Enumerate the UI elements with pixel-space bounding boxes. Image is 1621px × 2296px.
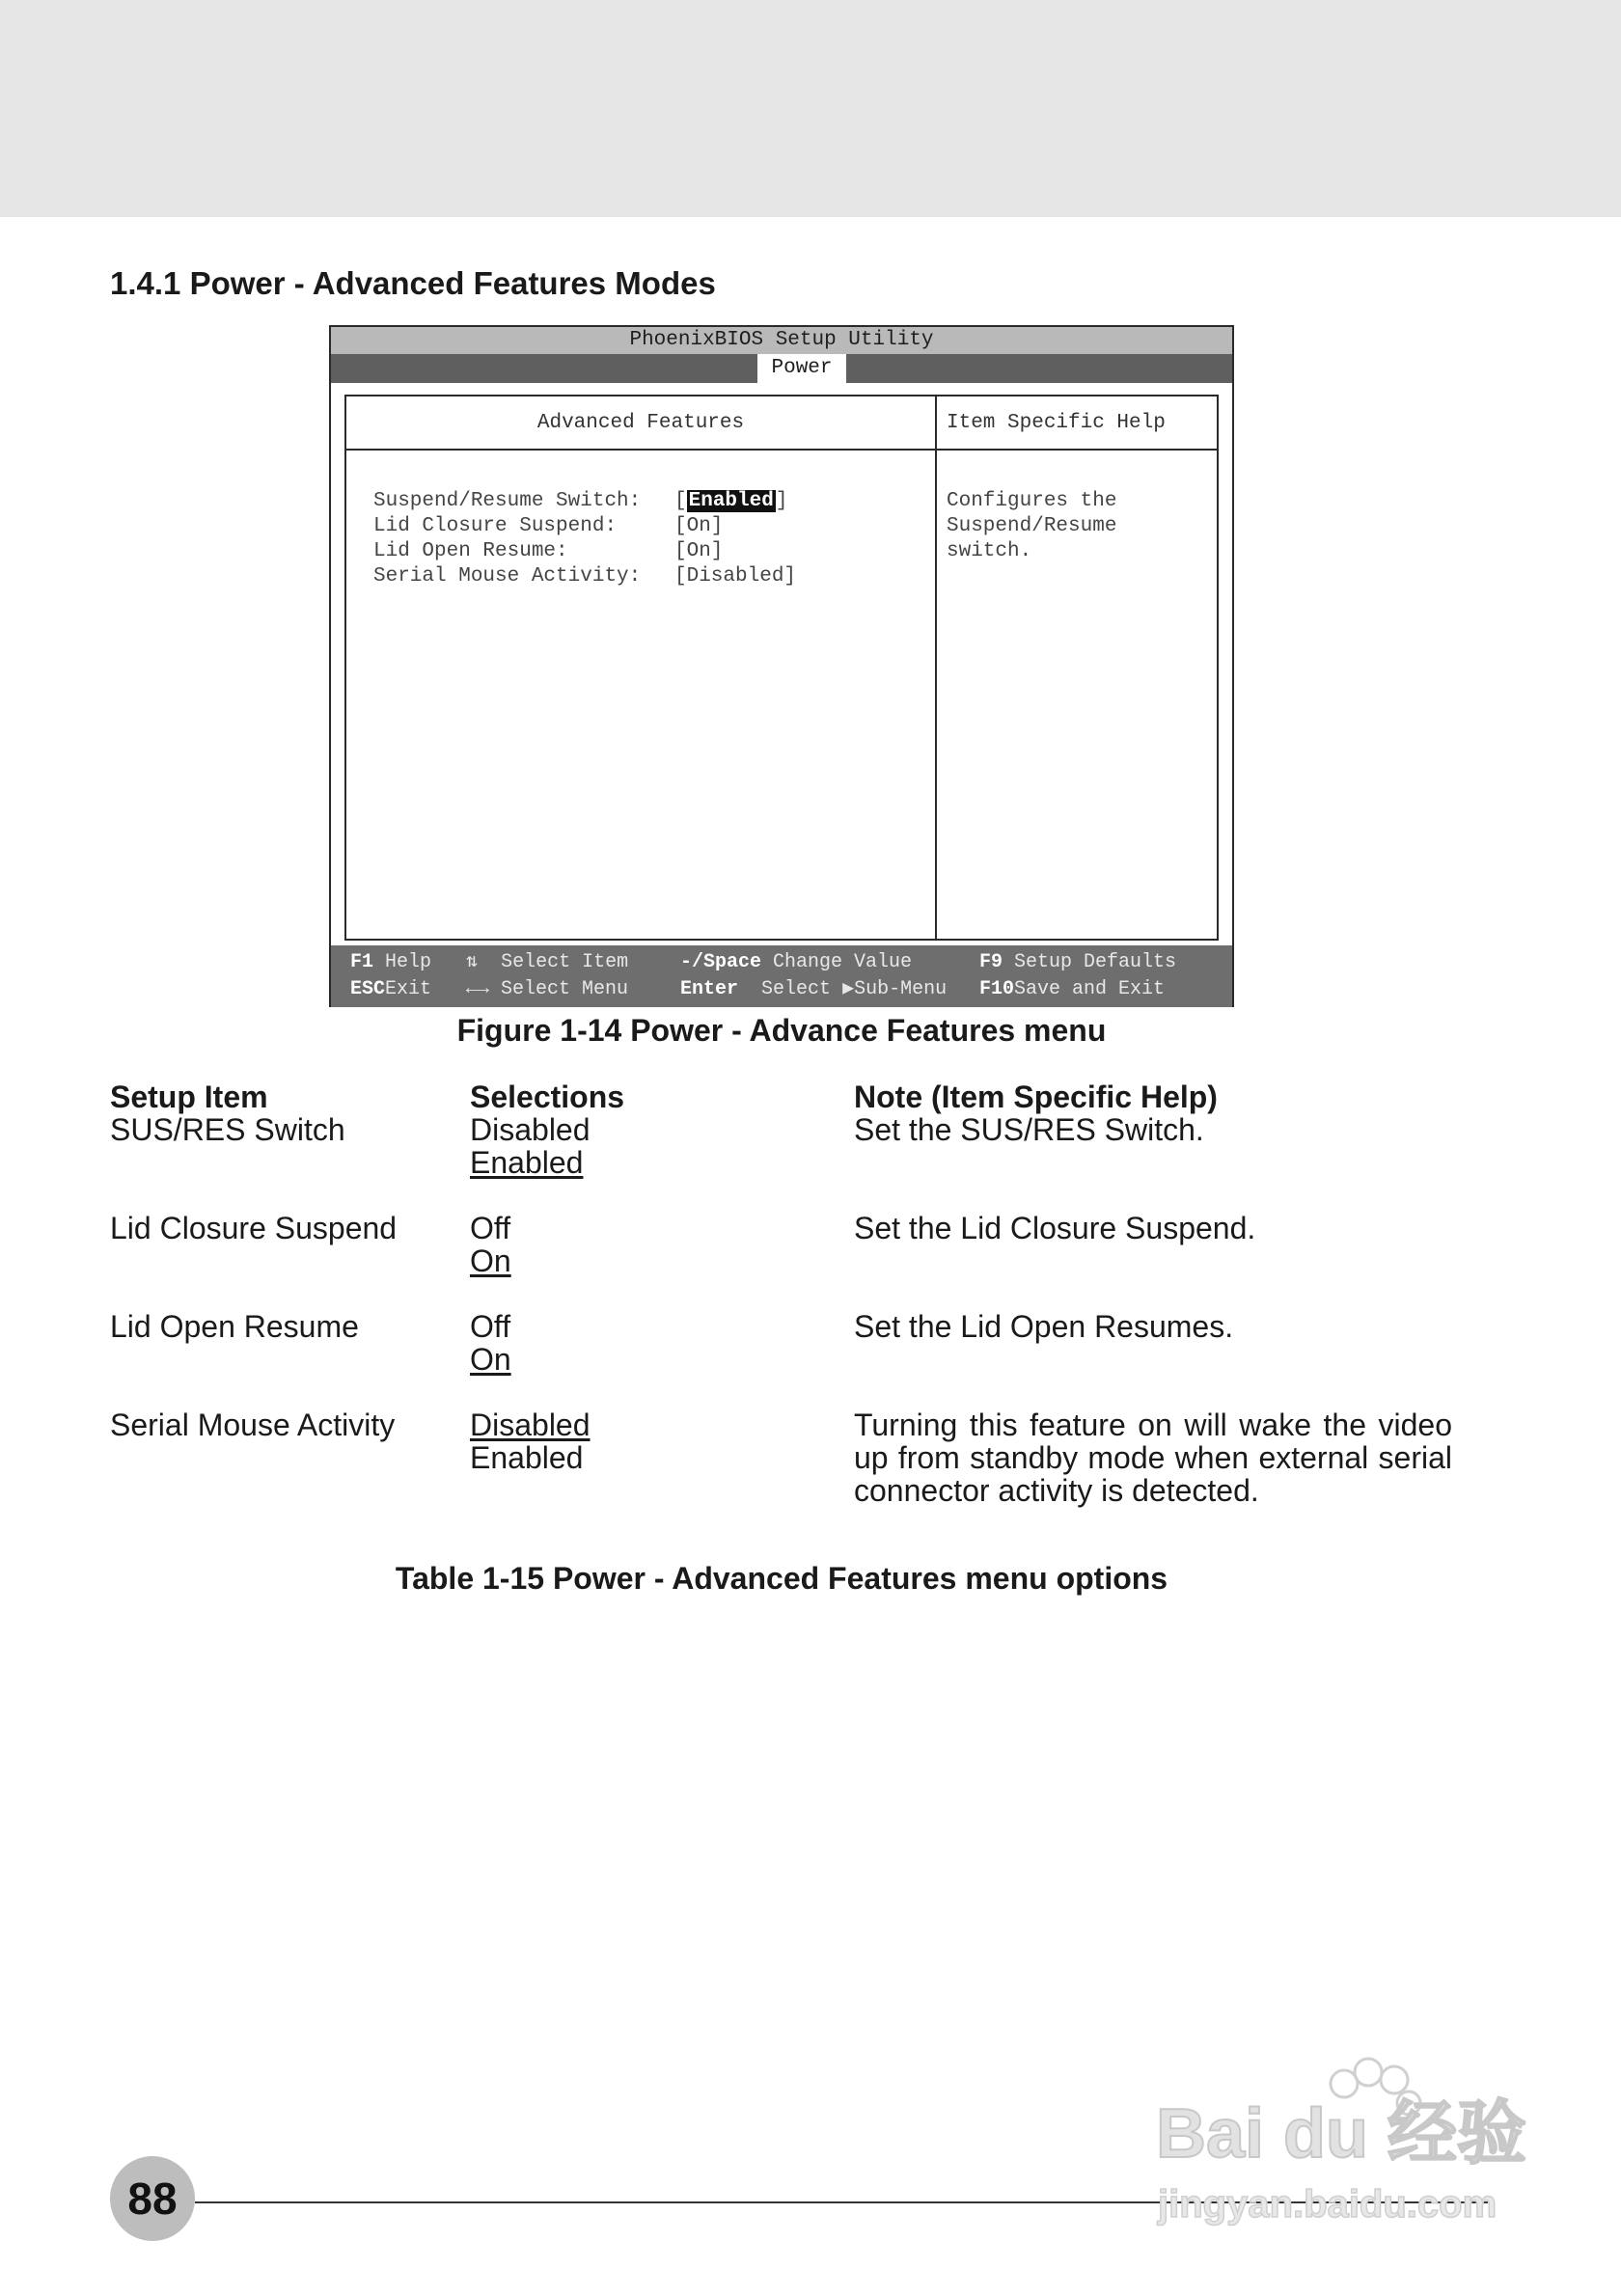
table-cell-item: Serial Mouse Activity	[110, 1408, 396, 1442]
table-cell-selection-default: Enabled	[470, 1145, 584, 1180]
bios-item-value[interactable]: [Disabled]	[674, 565, 797, 588]
table-header-note: Note (Item Specific Help)	[854, 1080, 1218, 1114]
watermark-url: jingyan.baidu.com	[1158, 2183, 1497, 2226]
bios-item-lid-open[interactable]	[373, 539, 796, 564]
tab-power[interactable]: Power	[757, 354, 846, 383]
header-band	[0, 0, 1621, 217]
bios-item-label: Lid Open Resume:	[373, 540, 568, 562]
key-f1-help: F1 Help	[350, 951, 432, 973]
bios-item-list	[373, 489, 796, 589]
section-heading: 1.4.1 Power - Advanced Features Modes	[110, 265, 716, 301]
figure-caption: Figure 1-14 Power - Advance Features menu	[456, 1013, 1107, 1048]
watermark-brand: Bai du 经验	[1156, 2095, 1527, 2173]
up-down-arrows-icon: ⇅	[466, 951, 479, 973]
page-number: 88	[110, 2156, 195, 2241]
key-select-item: ⇅ Select Item	[466, 951, 629, 973]
table-header-selections: Selections	[470, 1080, 625, 1114]
table-cell-selection: Enabled	[470, 1440, 584, 1475]
table-cell-selection-default: On	[470, 1244, 511, 1278]
key-f9-defaults: F9 Setup Defaults	[979, 951, 1177, 973]
table-cell-item: SUS/RES Switch	[110, 1112, 345, 1147]
bios-keybar	[331, 945, 1232, 1007]
triangle-right-icon: ▶	[842, 978, 855, 1000]
bios-panel	[344, 395, 1219, 941]
table-cell-selection: Off	[470, 1309, 511, 1344]
bios-item-suspend-resume[interactable]: Suspend/Resume Switch: [Enabled]	[373, 490, 788, 512]
table-cell-item: Lid Open Resume	[110, 1309, 359, 1344]
bios-item-value-selected[interactable]: Enabled	[688, 490, 774, 512]
table-caption: Table 1-15 Power - Advanced Features menu options	[395, 1561, 1168, 1596]
key-esc-exit: ESCExit	[350, 978, 432, 1000]
key-change-value: -/Space Change Value	[680, 951, 913, 973]
bios-title: PhoenixBIOS Setup Utility	[331, 327, 1232, 354]
key-enter-select: Enter Select ▶Sub-Menu	[680, 978, 948, 1000]
bios-item-value[interactable]: [On]	[674, 515, 724, 537]
bios-item-label: Lid Closure Suspend:	[373, 515, 618, 537]
table-cell-selection-default: Disabled	[470, 1408, 591, 1442]
table-cell-note: Set the Lid Closure Suspend.	[854, 1211, 1256, 1245]
bios-item-label: Serial Mouse Activity:	[373, 565, 642, 588]
table-cell-item: Lid Closure Suspend	[110, 1211, 398, 1245]
bios-screenshot	[329, 325, 1234, 1007]
table-cell-note: Set the Lid Open Resumes.	[854, 1309, 1234, 1344]
help-text: Configures the Suspend/Resume switch.	[947, 490, 1117, 562]
table-cell-selection: Disabled	[470, 1112, 591, 1147]
table-cell-note: Turning this feature on will wake the video up from standby mode when external serial connector activity is detected.	[854, 1408, 1452, 1508]
left-right-arrows-icon: ←→	[466, 978, 490, 1000]
bios-item-lid-closure[interactable]	[373, 514, 796, 539]
help-title: Item Specific Help	[937, 396, 1217, 451]
key-f10-save: F10Save and Exit	[979, 978, 1166, 1000]
bios-menubar	[331, 354, 1232, 383]
table-cell-note: Set the SUS/RES Switch.	[854, 1112, 1204, 1147]
bios-item-value[interactable]: [On]	[674, 540, 724, 562]
table-cell-selection-default: On	[470, 1342, 511, 1377]
bios-item-label: Suspend/Resume Switch:	[373, 490, 642, 512]
bios-item-serial-mouse[interactable]	[373, 564, 796, 589]
panel-title: Advanced Features	[346, 396, 935, 451]
panel-divider	[935, 396, 937, 939]
baidu-watermark	[1146, 2043, 1532, 2236]
key-select-menu: ←→ Select Menu	[466, 978, 629, 1000]
table-cell-selection: Off	[470, 1211, 511, 1245]
table-header-setup-item: Setup Item	[110, 1080, 268, 1114]
